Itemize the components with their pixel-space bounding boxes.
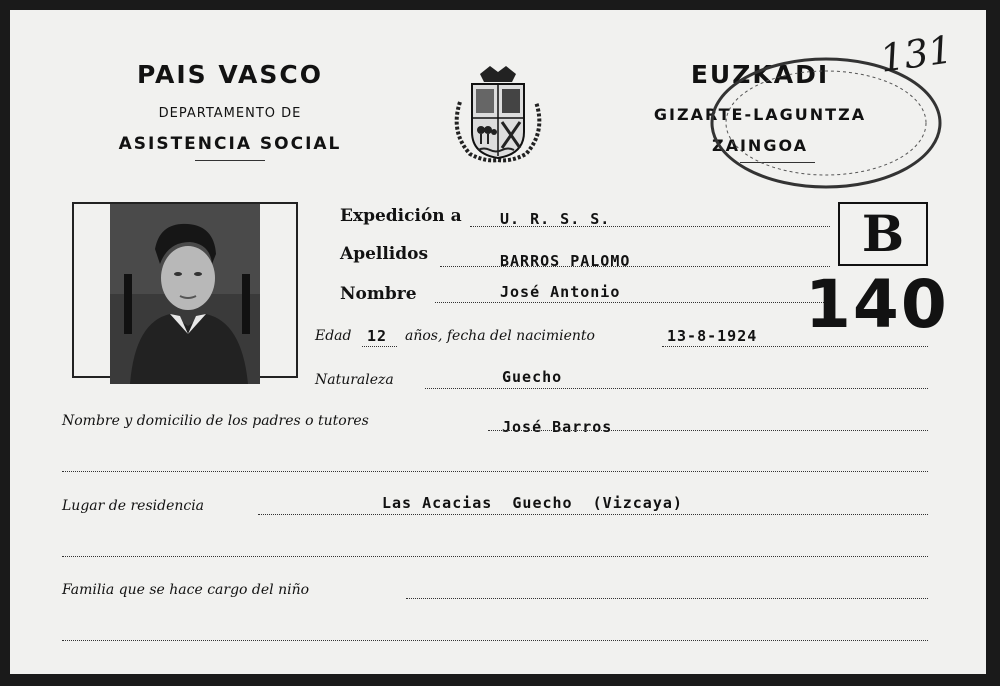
padres-line-2 [62, 471, 928, 472]
expedicion-line [470, 226, 830, 227]
familia-line [406, 598, 928, 599]
right-header-subtitle: GIZARTE-LAGUNTZA [653, 105, 867, 124]
right-header-zaingoa: ZAINGOA [711, 136, 808, 155]
padres-line [488, 430, 928, 431]
naturaleza-value: Guecho [502, 368, 563, 386]
nacimiento-value: 13-8-1924 [667, 327, 758, 345]
apellidos-line [440, 266, 830, 267]
left-header-underline [195, 160, 265, 161]
coat-of-arms-icon [450, 62, 546, 164]
expedicion-value: U. R. S. S. [500, 210, 611, 228]
right-header-title: EUZKADI [690, 60, 830, 89]
apellidos-value: BARROS PALOMO [500, 252, 631, 270]
card-number: 140 [805, 266, 949, 343]
nombre-label: Nombre [340, 284, 417, 304]
left-header-subtitle: DEPARTAMENTO DE [158, 106, 302, 121]
category-letter: B [861, 204, 905, 263]
naturaleza-label: Naturaleza [315, 372, 394, 388]
left-header-title: PAIS VASCO [137, 60, 323, 89]
anos-label: años, fecha del nacimiento [405, 328, 595, 344]
padres-label: Nombre y domicilio de los padres o tutores [62, 413, 369, 429]
residencia-line-2 [62, 556, 928, 557]
category-box [838, 202, 928, 266]
residencia-value: Las Acacias Guecho (Vizcaya) [382, 494, 683, 512]
evacuation-card [10, 10, 986, 674]
familia-label: Familia que se hace cargo del niño [62, 582, 310, 598]
residencia-label: Lugar de residencia [62, 498, 205, 514]
nacimiento-line [662, 346, 928, 347]
edad-label: Edad [315, 328, 352, 344]
padres-value: José Barros [502, 418, 613, 436]
left-header-department: ASISTENCIA SOCIAL [118, 134, 342, 154]
residencia-line [258, 514, 928, 515]
edad-line [362, 346, 397, 347]
familia-line-2 [62, 640, 928, 641]
portrait-photo-icon [110, 204, 260, 384]
apellidos-label: Apellidos [340, 244, 429, 264]
naturaleza-line [425, 388, 928, 389]
nombre-value: José Antonio [500, 283, 621, 301]
nombre-line [435, 302, 830, 303]
handwritten-number: 131 [877, 27, 956, 81]
edad-value: 12 [367, 327, 388, 345]
expedicion-label: Expedición a [340, 206, 462, 226]
